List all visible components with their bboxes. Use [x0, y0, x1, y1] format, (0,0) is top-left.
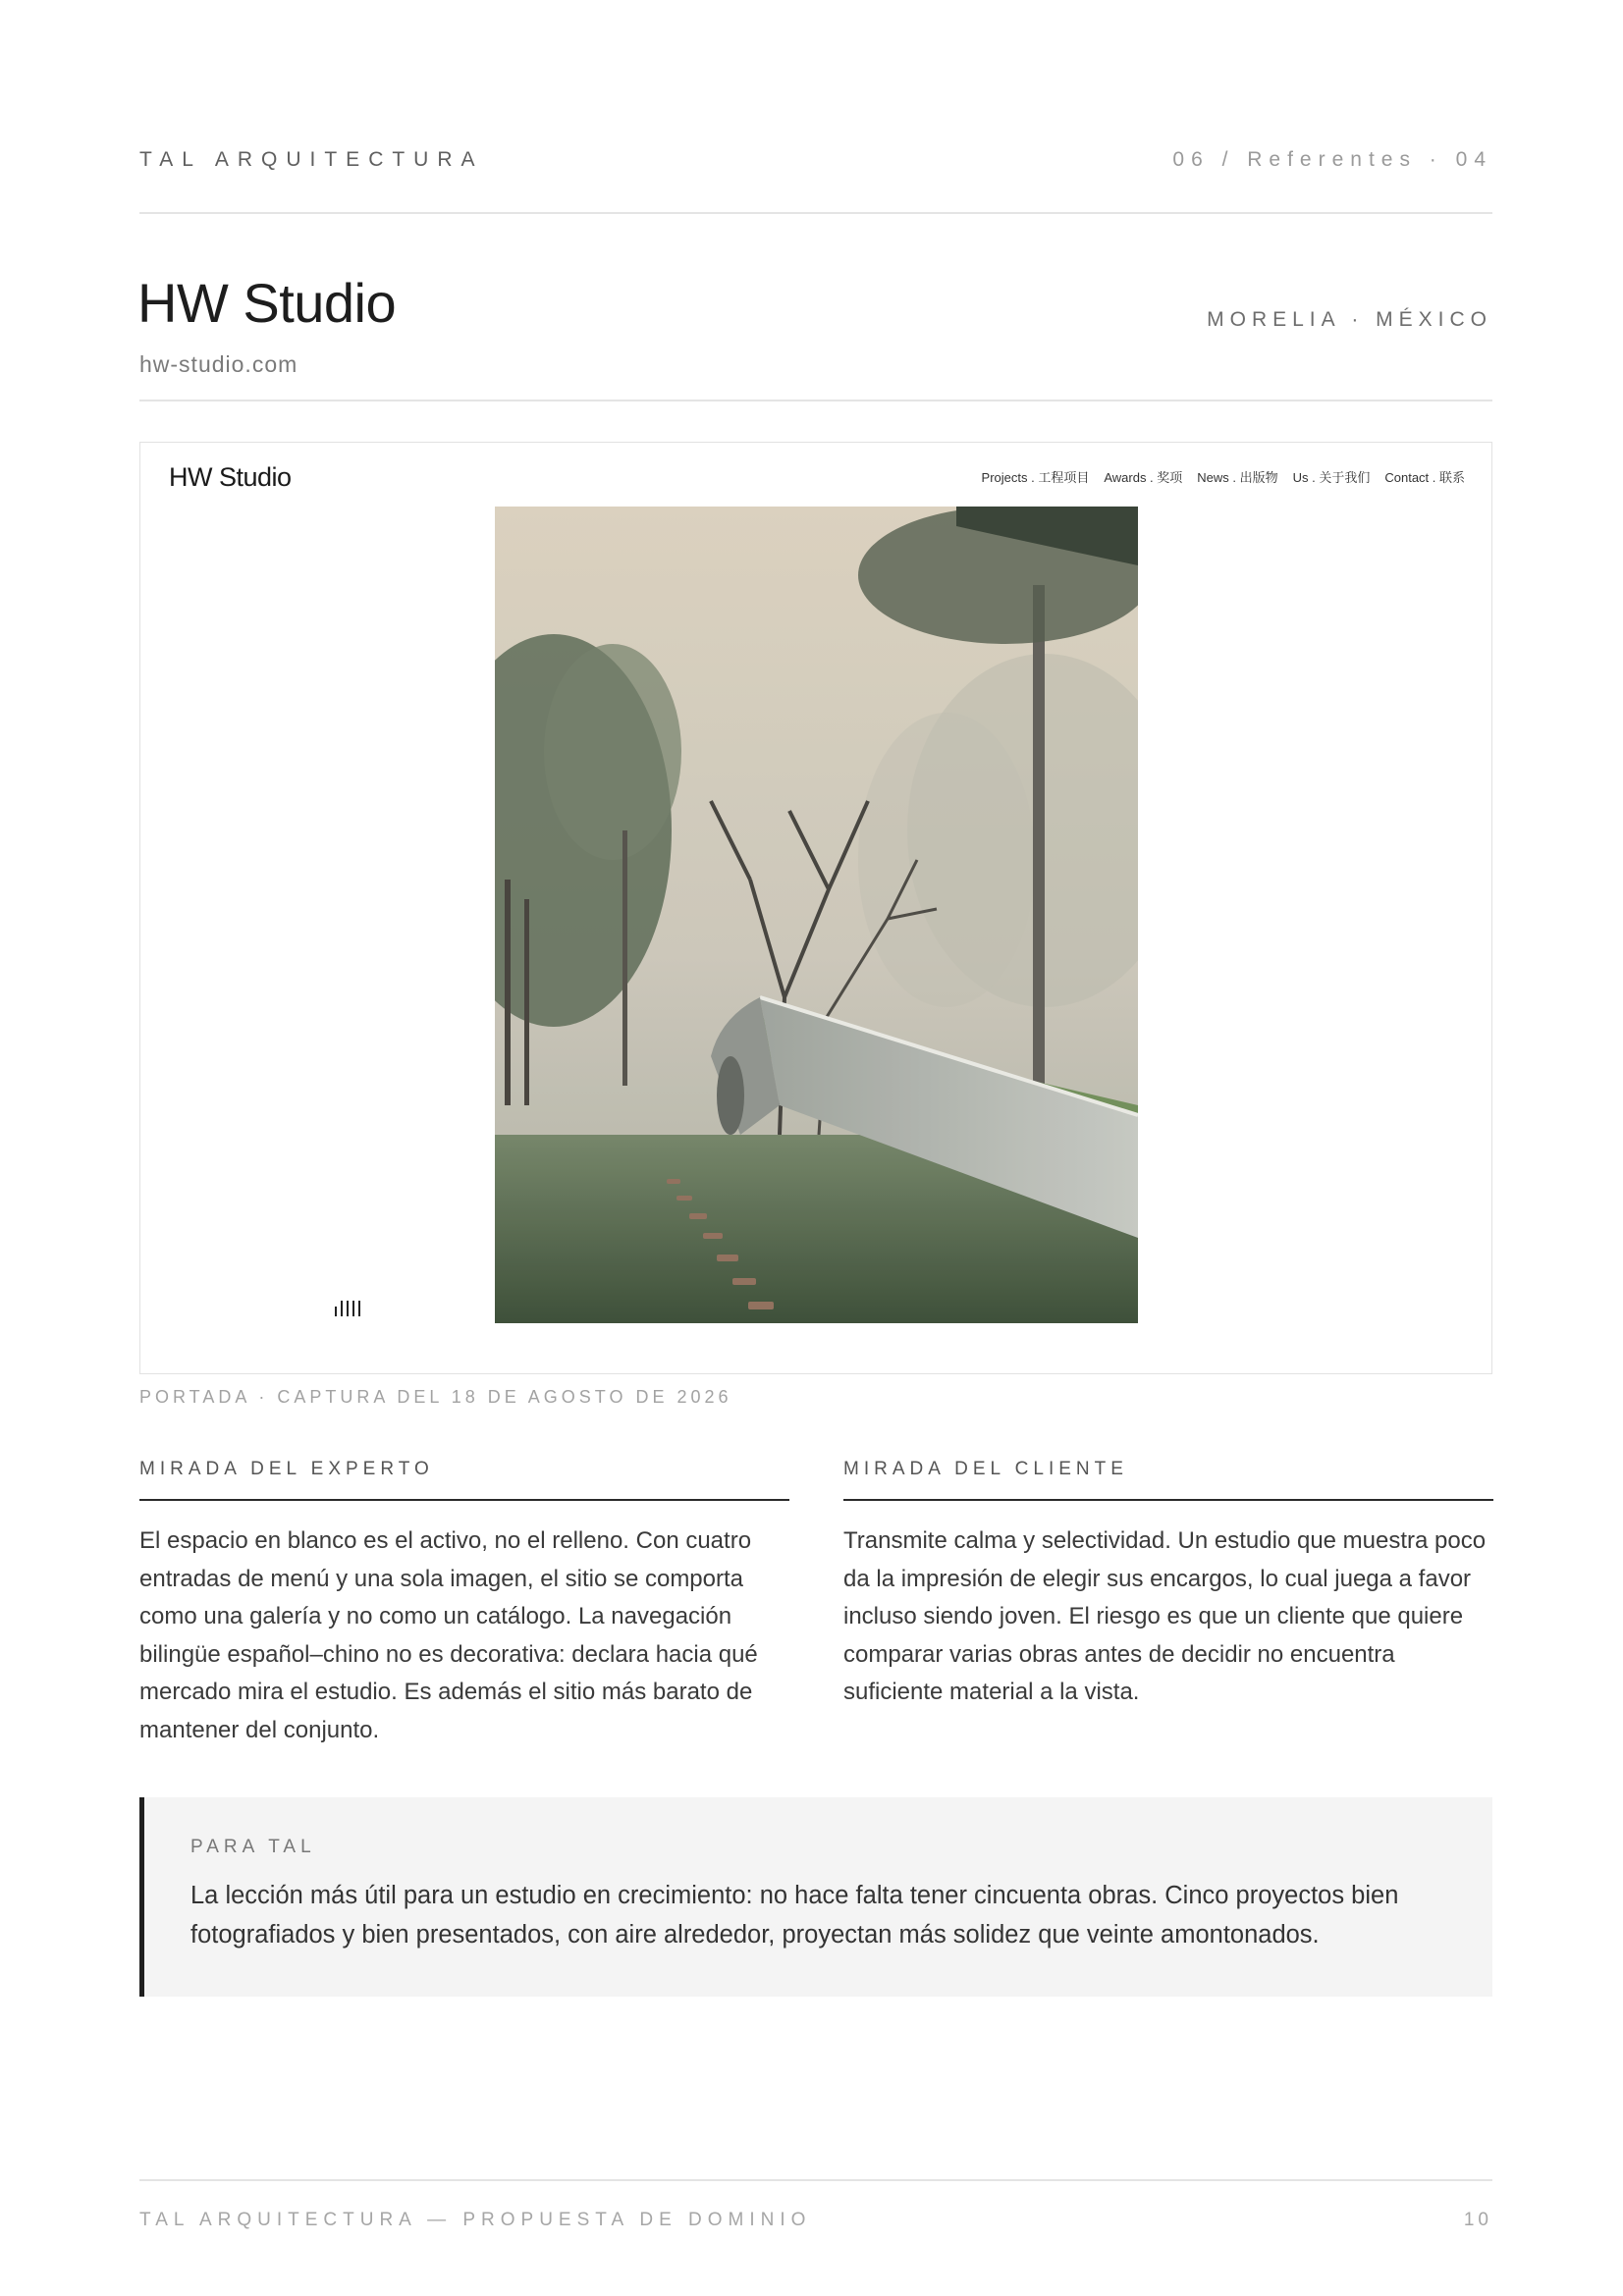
- callout-text: La lección más útil para un estudio en crecimiento: no hace falta tener cincuenta obras. Cinco proyectos bien fotografiados y bien presentados, con aire alrededor, proyectan más solidez que veinte amontonados.: [190, 1882, 1399, 1949]
- expert-heading: MIRADA DEL EXPERTO: [139, 1459, 434, 1479]
- footer-divider: [139, 2179, 1492, 2181]
- document-brand: TAL ARQUITECTURA: [139, 148, 484, 171]
- callout-label: PARA TAL: [190, 1837, 316, 1857]
- studio-location: MORELIA · MÉXICO: [1207, 308, 1492, 331]
- para-tal-callout: [139, 1797, 1492, 1997]
- site-nav-news: News . 出版物: [1197, 470, 1278, 485]
- client-text: Transmite calma y selectividad. Un estudio que muestra poco da la impresión de elegir sus encargos, lo cual juega a favor incluso siendo joven. El riesgo es que un cliente que quiere comparar varias obras antes de decidir no encuentra suficiente material a la vista.: [843, 1527, 1487, 1705]
- hero-photo: [495, 507, 1138, 1323]
- page-number: 10: [1463, 2210, 1492, 2230]
- header-divider: [139, 212, 1492, 214]
- screenshot-caption: PORTADA · CAPTURA DEL 18 DE AGOSTO DE 2026: [139, 1387, 732, 1407]
- website-screenshot: [139, 442, 1492, 1374]
- footer-brand: TAL ARQUITECTURA — PROPUESTA DE DOMINIO: [139, 2210, 812, 2230]
- expert-rule: [139, 1499, 789, 1501]
- section-indicator: 06 / Referentes · 04: [1172, 148, 1492, 171]
- client-heading: MIRADA DEL CLIENTE: [843, 1459, 1128, 1479]
- site-nav-awards: Awards . 奖项: [1104, 470, 1183, 485]
- expert-text: El espacio en blanco es el activo, no el relleno. Con cuatro entradas de menú y una sola imagen, el sitio se comporta como una galería y no como un catálogo. La navegación bilingüe español–chino no es decorativa: declara hacia qué mercado mira el estudio. Es además el sitio más barato de mantener del conjunto.: [139, 1527, 758, 1743]
- callout-accent-bar: [139, 1797, 144, 1997]
- site-nav-projects: Projects . 工程项目: [981, 470, 1090, 485]
- site-nav-contact: Contact . 联系: [1384, 470, 1465, 485]
- studio-title: HW Studio: [137, 272, 397, 334]
- site-monogram: [335, 1301, 360, 1316]
- site-nav-us: Us . 关于我们: [1292, 470, 1371, 485]
- client-rule: [843, 1499, 1493, 1501]
- title-divider: [139, 400, 1492, 401]
- site-nav: [982, 467, 1465, 486]
- site-logo: HW Studio: [169, 462, 292, 492]
- studio-url: hw-studio.com: [139, 351, 298, 377]
